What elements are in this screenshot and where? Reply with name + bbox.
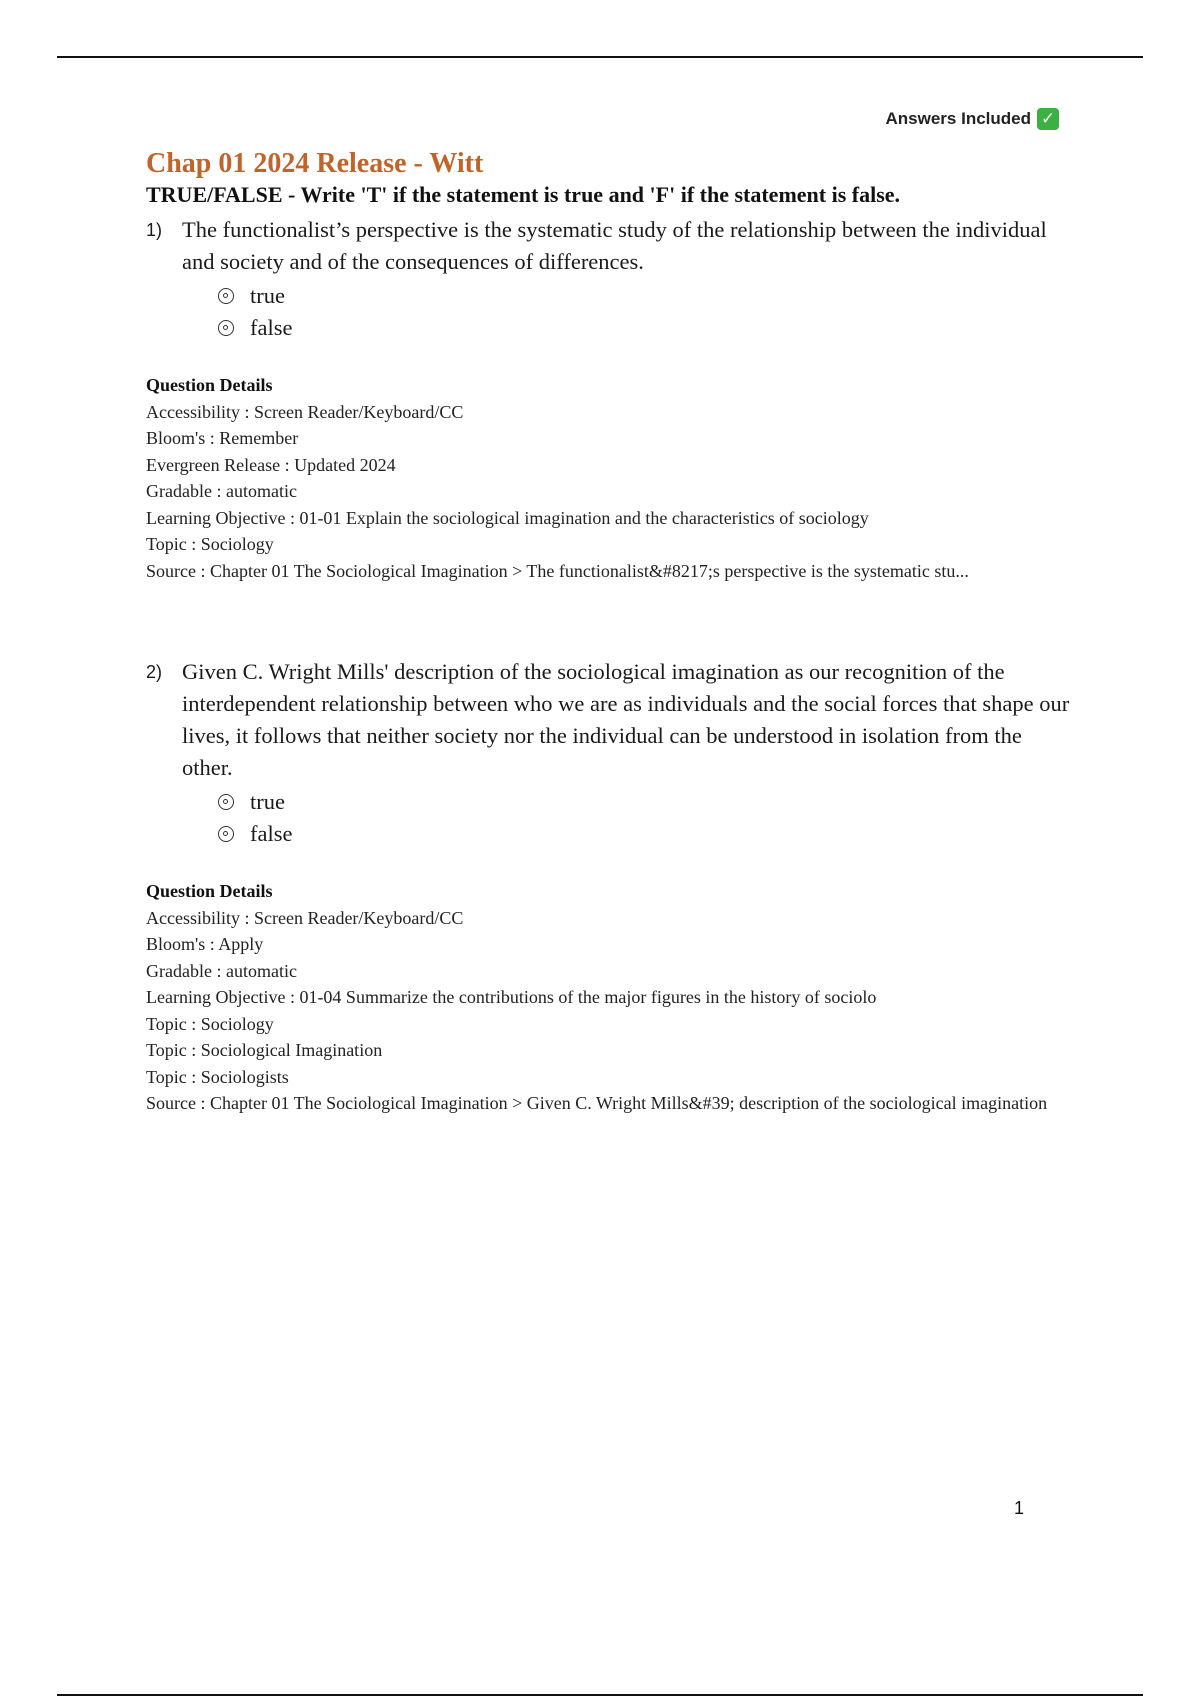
answer-options [218, 786, 1076, 850]
question-text: Given C. Wright Mills' description of the sociological imagination as our recognition of the interdependent relationship between who we are as individuals and the social forces that shape our lives, it follows that neither society nor the individual can be understood in isolation from the other. [182, 659, 1070, 780]
detail-line: Accessibility : Screen Reader/Keyboard/CC [146, 401, 464, 422]
question-details [146, 878, 1076, 1117]
instructions: TRUE/FALSE - Write 'T' if the statement is true and 'F' if the statement is false. [146, 182, 901, 207]
page-content [146, 140, 1076, 1117]
option-false[interactable] [218, 818, 1076, 850]
option-label: false [250, 315, 293, 340]
bottom-rule [57, 1694, 1143, 1696]
details-heading: Question Details [146, 881, 273, 901]
detail-line: Bloom's : Remember [146, 428, 299, 448]
option-label: true [250, 283, 285, 308]
option-true[interactable] [218, 786, 1076, 818]
detail-line: Bloom's : Apply [146, 934, 264, 954]
detail-line: Topic : Sociology [146, 534, 274, 554]
badge-text: Answers Included [885, 109, 1031, 128]
question-number: 2) [146, 662, 163, 682]
radio-icon[interactable] [218, 288, 234, 304]
detail-line: Topic : Sociologists [146, 1066, 289, 1087]
radio-icon[interactable] [218, 320, 234, 336]
answers-included-badge [886, 108, 1059, 130]
document-title: Chap 01 2024 Release - Witt [146, 148, 484, 179]
detail-line: Gradable : automatic [146, 481, 297, 501]
top-rule [57, 56, 1143, 58]
answer-options [218, 280, 1076, 344]
detail-line: Learning Objective : 01-01 Explain the sociological imagination and the characteristics of sociology [146, 507, 869, 528]
detail-line: Topic : Sociology [146, 1013, 274, 1034]
question-details [146, 372, 1076, 584]
page-number: 1 [1014, 1498, 1025, 1518]
radio-icon[interactable] [218, 794, 234, 810]
detail-line: Source : Chapter 01 The Sociological Imagination > The functionalist&#8217;s perspective is the systematic stu... [146, 560, 969, 581]
question-1 [146, 214, 1076, 584]
check-mark-icon: ✓ [1037, 108, 1059, 130]
question-text: The functionalist’s perspective is the systematic study of the relationship between the individual and society and of the consequences of differences. [182, 217, 1047, 274]
detail-line: Evergreen Release : Updated 2024 [146, 454, 396, 475]
option-false[interactable] [218, 312, 1076, 344]
option-true[interactable] [218, 280, 1076, 312]
question-2 [146, 656, 1076, 1117]
option-label: true [250, 789, 285, 814]
question-number: 1) [146, 220, 163, 240]
radio-icon[interactable] [218, 826, 234, 842]
detail-line: Accessibility : Screen Reader/Keyboard/CC [146, 907, 464, 928]
detail-line: Learning Objective : 01-04 Summarize the contributions of the major figures in the history of sociolo [146, 987, 877, 1007]
detail-line: Source : Chapter 01 The Sociological Imagination > Given C. Wright Mills&#39; description of the sociological imagination [146, 1093, 1048, 1113]
details-heading: Question Details [146, 375, 273, 395]
detail-line: Gradable : automatic [146, 960, 297, 981]
option-label: false [250, 821, 293, 846]
detail-line: Topic : Sociological Imagination [146, 1040, 383, 1060]
